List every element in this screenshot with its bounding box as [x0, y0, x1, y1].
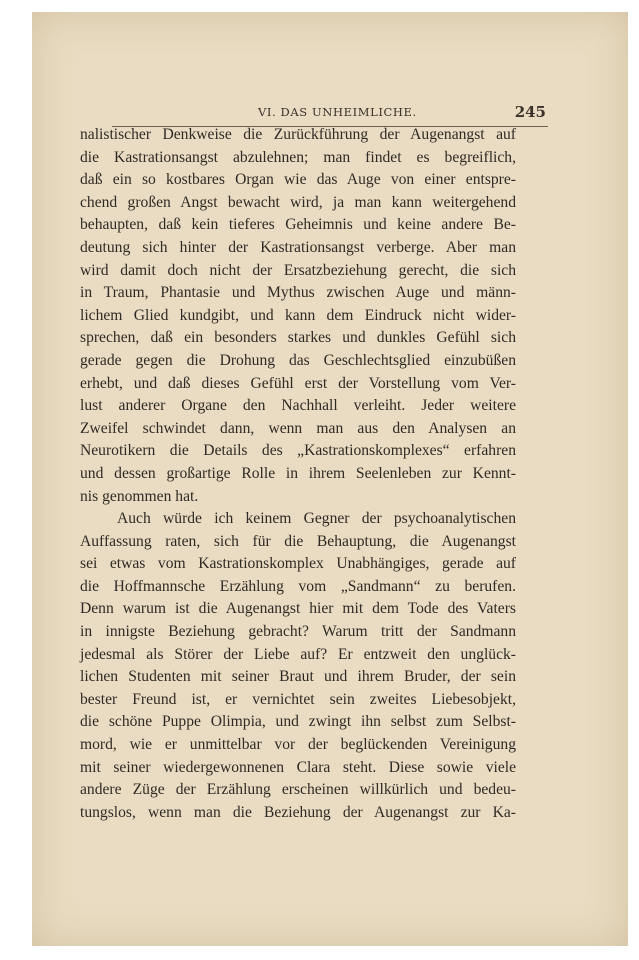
text-line: mord, wie er unmittelbar vor der beglückenden Vereinigung [80, 736, 516, 754]
text-line: chend großen Angst bewacht wird, ja man kann weitergehend [80, 193, 516, 211]
text-line: Zweifel schwindet dann, wenn man aus den Analysen an [80, 419, 516, 437]
text-line: jedesmal als Störer der Liebe auf? Er entzweit den unglück- [80, 645, 516, 663]
paragraph-end-line: nis genommen hat. [80, 487, 199, 505]
text-line: die schöne Puppe Olimpia, und zwingt ihn selbst zum Selbst- [80, 713, 516, 731]
text-line: Denn warum ist die Augenangst hier mit dem Tode des Vaters [80, 600, 516, 618]
text-line: daß ein so kostbares Organ wie das Auge von einer entspre- [80, 171, 516, 189]
text-line: behaupten, daß kein tieferes Geheimnis und keine andere Be- [80, 216, 516, 234]
text-line: lust anderer Organe den Nachhall verleiht. Jeder weitere [80, 397, 516, 415]
text-line: deutung sich hinter der Kastrationsangst verberge. Aber man [80, 238, 516, 256]
chapter-title: VI. DAS UNHEIMLICHE. [258, 105, 417, 119]
text-line: lichem Glied kundgibt, und kann dem Eindruck nicht wider- [80, 306, 516, 324]
page-number: 245 [514, 103, 546, 121]
body-text [80, 124, 516, 824]
text-line: erhebt, und daß dieses Gefühl erst der Vorstellung vom Ver- [80, 374, 516, 392]
text-line: und dessen großartige Rolle in ihrem Seelenleben zur Kennt- [80, 464, 516, 482]
text-line: in Traum, Phantasie und Mythus zwischen Auge und männ- [80, 284, 516, 302]
text-line: wird damit doch nicht der Ersatzbeziehung gerecht, die sich [80, 261, 516, 279]
text-line: Auffassung raten, sich für die Behauptung, die Augenangst [80, 532, 516, 550]
text-line: lichen Studenten mit seiner Braut und ihrem Bruder, der sein [80, 668, 516, 686]
text-line: in innigste Beziehung gebracht? Warum tritt der Sandmann [80, 623, 516, 641]
text-line: Neurotikern die Details des „Kastrationskomplexes“ erfahren [80, 442, 516, 460]
text-line: gerade gegen die Drohung das Geschlechtsglied einzubüßen [80, 351, 516, 369]
text-line: sprechen, daß ein besonders starkes und dunkles Gefühl sich [80, 329, 516, 347]
text-line: sei etwas vom Kastrationskomplex Unabhängiges, gerade auf [80, 555, 516, 573]
text-line: bester Freund ist, er vernichtet sein zweites Liebesobjekt, [80, 690, 516, 708]
text-line: die Hoffmannsche Erzählung vom „Sandmann“ zu berufen. [80, 577, 516, 595]
text-line: andere Züge der Erzählung erscheinen willkürlich und bedeu- [80, 781, 516, 799]
text-line: nalistischer Denkweise die Zurückführung der Augenangst auf [80, 126, 516, 143]
text-line: mit seiner wiedergewonnenen Clara steht. Diese sowie viele [80, 758, 516, 776]
text-line: tungslos, wenn man die Beziehung der Augenangst zur Ka- [80, 803, 516, 821]
text-line: die Kastrationsangst abzulehnen; man findet es begreiflich, [80, 148, 516, 166]
paragraph-start-line: Auch würde ich keinem Gegner der psychoanalytischen [117, 510, 516, 528]
